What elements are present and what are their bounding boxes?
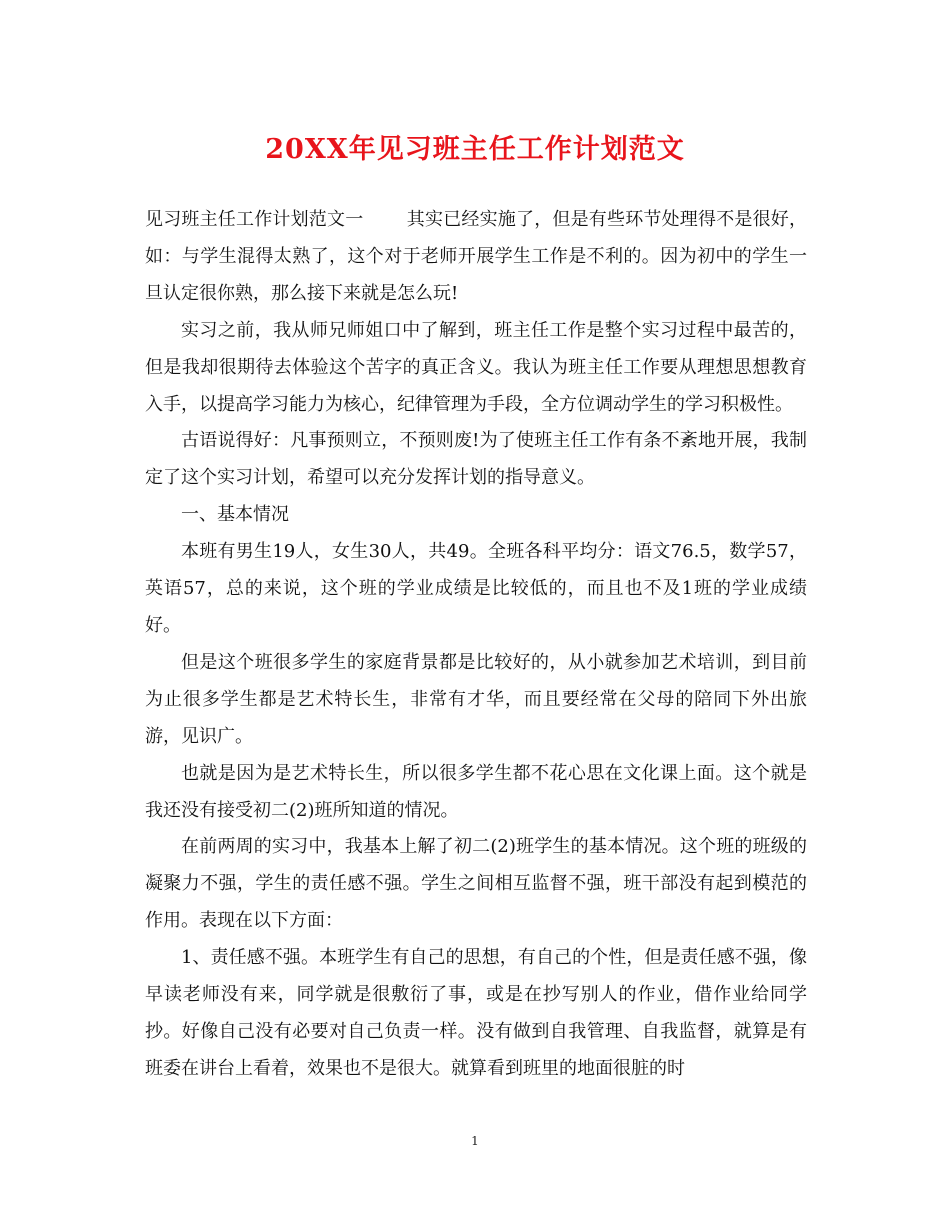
- document-title: 20XX年见习班主任工作计划范文: [265, 134, 685, 165]
- paragraph-text: 其实已经实施了，但是有些环节处理得不是很好，如：与学生混得太熟了，这个对于老师开展学生工作是不利的。因为初中的学生一旦认定很你熟，那么接下来就是怎么玩!: [145, 209, 807, 304]
- paragraph-8: 在前两周的实习中，我基本上解了初二(2)班学生的基本情况。这个班的班级的凝聚力不强，学生的责任感不强。学生之间相互监督不强，班干部没有起到模范的作用。表现在以下方面：: [145, 836, 807, 932]
- paragraph-9: 1、责任感不强。本班学生有自己的思想，有自己的个性，但是责任感不强，像早读老师没有来，同学就是很敷衍了事，或是在抄写别人的作业，借作业给同学抄。好像自己没有必要对自己负责一样。没有做到自我管理、自我监督，就算是有班委在讲台上看着，效果也不是很大。就算看到班里的地面很脏的时: [145, 947, 807, 1079]
- paragraph-3: 古语说得好：凡事预则立，不预则废!为了使班主任工作有条不紊地开展，我制定了这个实习计划，希望可以充分发挥计划的指导意义。: [145, 430, 807, 489]
- paragraph-6: 但是这个班很多学生的家庭背景都是比较好的，从小就参加艺术培训，到目前为止很多学生都是艺术特长生，非常有才华，而且要经常在父母的陪同下外出旅游，见识广。: [145, 651, 807, 747]
- document-body: [145, 202, 807, 1088]
- section-heading-basic-situation: 一、基本情况: [181, 504, 289, 526]
- paragraph-lead: 见习班主任工作计划范文一: [145, 209, 364, 230]
- page-number: 1: [471, 1134, 479, 1148]
- paragraph-5: 本班有男生19人，女生30人，共49。全班各科平均分：语文76.5，数学57，英语57，总的来说，这个班的学业成绩是比较低的，而且也不及1班的学业成绩好。: [145, 541, 807, 636]
- paragraph-7: 也就是因为是艺术特长生，所以很多学生都不花心思在文化课上面。这个就是我还没有接受初二(2)班所知道的情况。: [145, 762, 807, 821]
- paragraph-1: [145, 202, 807, 313]
- paragraph-2: 实习之前，我从师兄师姐口中了解到，班主任工作是整个实习过程中最苦的，但是我却很期待去体验这个苦字的真正含义。我认为班主任工作要从理想思想教育入手，以提高学习能力为核心，纪律管理为手段，全方位调动学生的学习积极性。: [145, 319, 807, 415]
